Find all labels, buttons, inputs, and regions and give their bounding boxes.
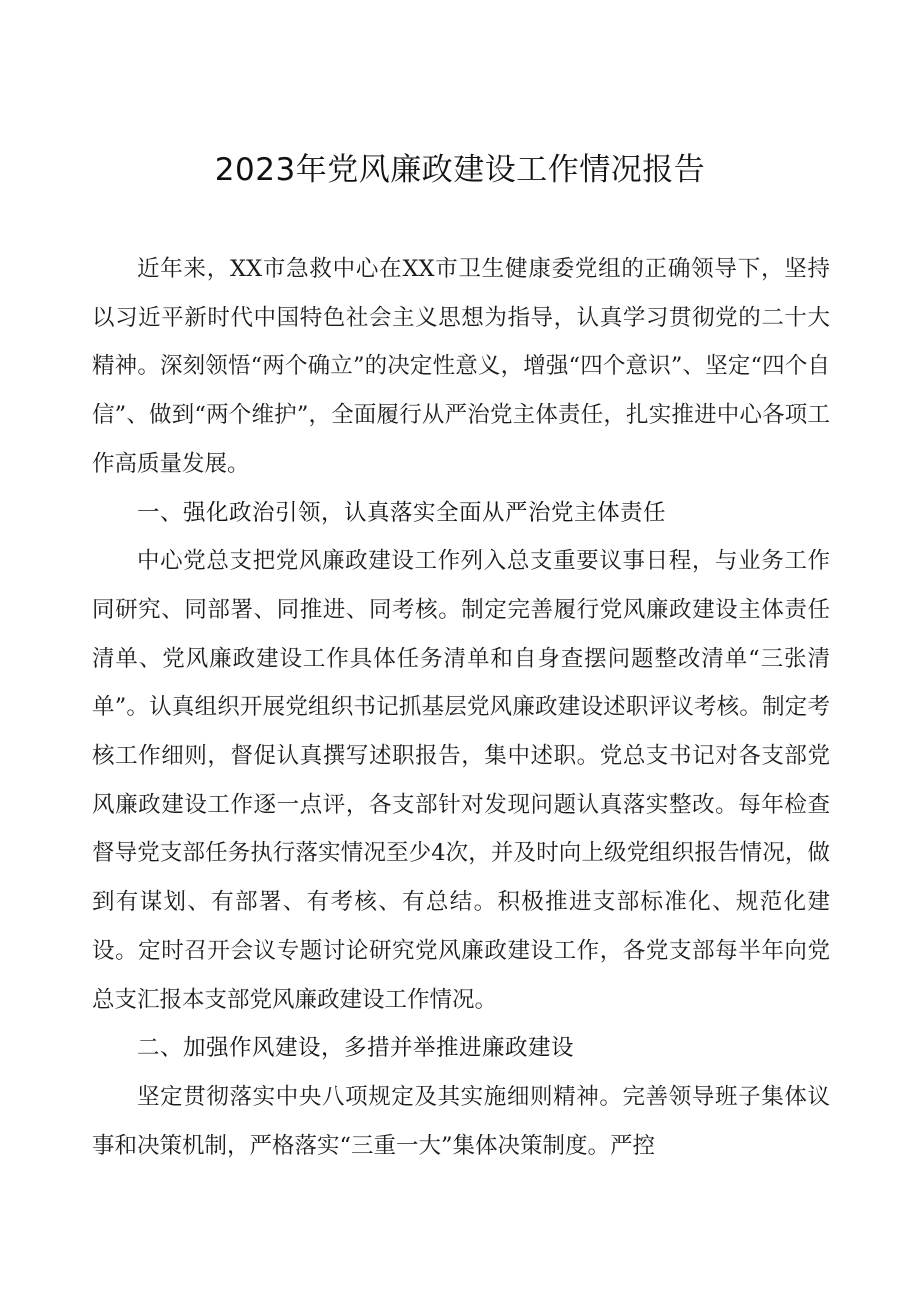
intro-paragraph: 近年来，XX市急救中心在XX市卫生健康委党组的正确领导下，坚持以习近平新时代中国特色社会主义思想为指导，认真学习贯彻党的二十大精神。深刻领悟“两个确立”的决定性意义，增强“四个意识”、坚定“四个自信”、做到“两个维护”，全面履行从严治党主体责任，扎实推进中心各项工作高质量发展。 xyxy=(92,256,830,477)
section-1-heading: 一、强化政治引领，认真落实全面从严治党主体责任 xyxy=(137,499,667,526)
section-2-paragraph: 坚定贯彻落实中央八项规定及其实施细则精神。完善领导班子集体议事和决策机制，严格落实“三重一大”集体决策制度。严控 xyxy=(92,1083,830,1159)
section-1-paragraph: 中心党总支把党风廉政建设工作列入总支重要议事日程，与业务工作同研究、同部署、同推进、同考核。制定完善履行党风廉政建设主体责任清单、党风廉政建设工作具体任务清单和自身查摆问题整改清单“三张清单”。认真组织开展党组织书记抓基层党风廉政建设述职评议考核。制定考核工作细则，督促认真撰写述职报告，集中述职。党总支书记对各支部党风廉政建设工作逐一点评，各支部针对发现问题认真落实整改。每年检查督导党支部任务执行落实情况至少4次，并及时向上级党组织报告情况，做到有谋划、有部署、有考核、有总结。积极推进支部标准化、规范化建设。定时召开会议专题讨论研究党风廉政建设工作，各党支部每半年向党总支汇报本支部党风廉政建设工作情况。 xyxy=(92,548,830,1013)
document-body xyxy=(92,245,830,1170)
section-2-heading: 二、加强作风建设，多措并举推进廉政建设 xyxy=(137,1035,575,1062)
document-title: 2023年党风廉政建设工作情况报告 xyxy=(214,152,706,188)
